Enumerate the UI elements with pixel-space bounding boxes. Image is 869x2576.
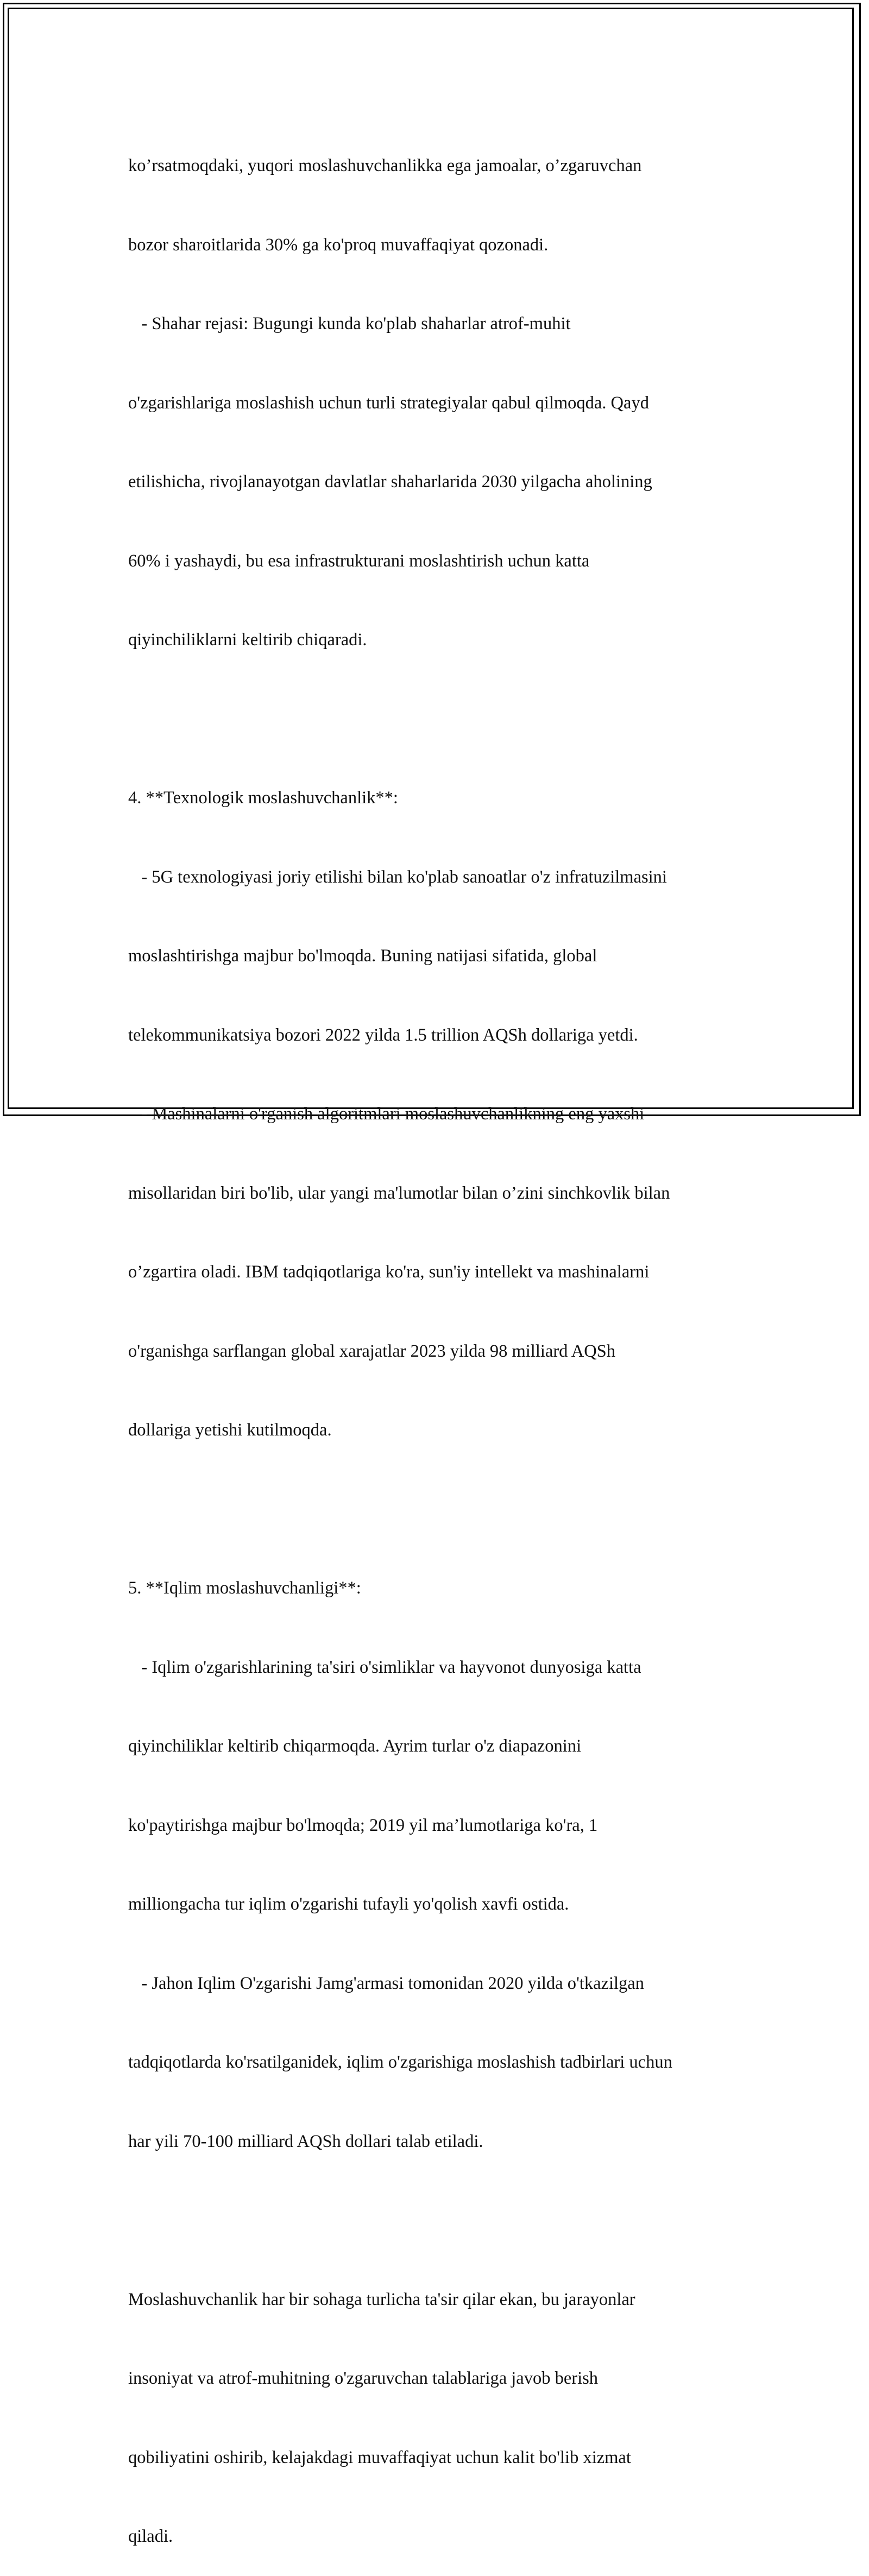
paragraph-gap [128, 706, 753, 733]
text-line: o'rganishga sarflangan global xarajatlar 2023 yilda 98 milliard AQSh [128, 1341, 615, 1361]
section-heading: 5. **Iqlim moslashuvchanligi**: [128, 1578, 361, 1598]
text-line: 60% i yashaydi, bu esa infrastrukturani moslashtirish uchun katta [128, 551, 590, 571]
text-line: telekommunikatsiya bozori 2022 yilda 1.5 trillion AQSh dollariga yetdi. [128, 1025, 638, 1045]
text-line: dollariga yetishi kutilmoqda. [128, 1420, 332, 1440]
text-line: o'zgarishlariga moslashish uchun turli strategiyalar qabul qilmoqda. Qayd [128, 393, 649, 413]
text-line: misollaridan biri bo'lib, ular yangi ma'lumotlar bilan o’zini sinchkovlik bilan [128, 1183, 670, 1203]
text-line: qiyinchiliklar keltirib chiqarmoqda. Ayrim turlar o'z diapazonini [128, 1736, 582, 1756]
text-line: bozor sharoitlarida 30% ga ko'proq muvaffaqiyat qozonadi. [128, 235, 549, 255]
text-line: qobiliyatini oshirib, kelajakdagi muvaffaqiyat uchun kalit bo'lib xizmat [128, 2447, 631, 2467]
text-line: - Shahar rejasi: Bugungi kunda ko'plab shaharlar atrof-muhit [128, 314, 571, 333]
section-heading: 4. **Texnologik moslashuvchanlik**: [128, 788, 398, 808]
text-line: ko’rsatmoqdaki, yuqori moslashuvchanlikka ega jamoalar, o’zgaruvchan [128, 156, 642, 175]
text-line: - Iqlim o'zgarishlarining ta'siri o'simliklar va hayvonot dunyosiga katta [128, 1657, 641, 1677]
paragraph-gap [128, 1496, 753, 1523]
text-line: moslashtirishga majbur bo'lmoqda. Buning natijasi sifatida, global [128, 946, 597, 966]
text-line: qiyinchiliklarni keltirib chiqaradi. [128, 630, 367, 650]
document-body [128, 100, 753, 2576]
text-line: o’zgartira oladi. IBM tadqiqotlariga ko'ra, sun'iy intellekt va mashinalarni [128, 1262, 650, 1282]
text-line: - Jahon Iqlim O'zgarishi Jamg'armasi tomonidan 2020 yilda o'tkazilgan [128, 1973, 644, 1993]
text-line: - Mashinalarni o'rganish algoritmlari moslashuvchanlikning eng yaxshi [128, 1104, 645, 1124]
text-line: milliongacha tur iqlim o'zgarishi tufayli yo'qolish xavfi ostida. [128, 1894, 569, 1914]
text-line: etilishicha, rivojlanayotgan davlatlar shaharlarida 2030 yilgacha aholining [128, 472, 652, 492]
text-line: ko'paytirishga majbur bo'lmoqda; 2019 yil ma’lumotlariga ko'ra, 1 [128, 1815, 598, 1835]
text-line: insoniyat va atrof-muhitning o'zgaruvchan talablariga javob berish [128, 2369, 599, 2388]
text-line: har yili 70-100 milliard AQSh dollari talab etiladi. [128, 2131, 483, 2151]
text-line: - 5G texnologiyasi joriy etilishi bilan ko'plab sanoatlar o'z infratuzilmasini [128, 867, 667, 887]
text-line: tadqiqotlarda ko'rsatilganidek, iqlim o'zgarishiga moslashish tadbirlari uchun [128, 2052, 672, 2072]
text-line: Moslashuvchanlik har bir sohaga turlicha ta'sir qilar ekan, bu jarayonlar [128, 2289, 635, 2309]
text-line: qiladi. [128, 2527, 173, 2546]
paragraph-gap [128, 2207, 753, 2234]
